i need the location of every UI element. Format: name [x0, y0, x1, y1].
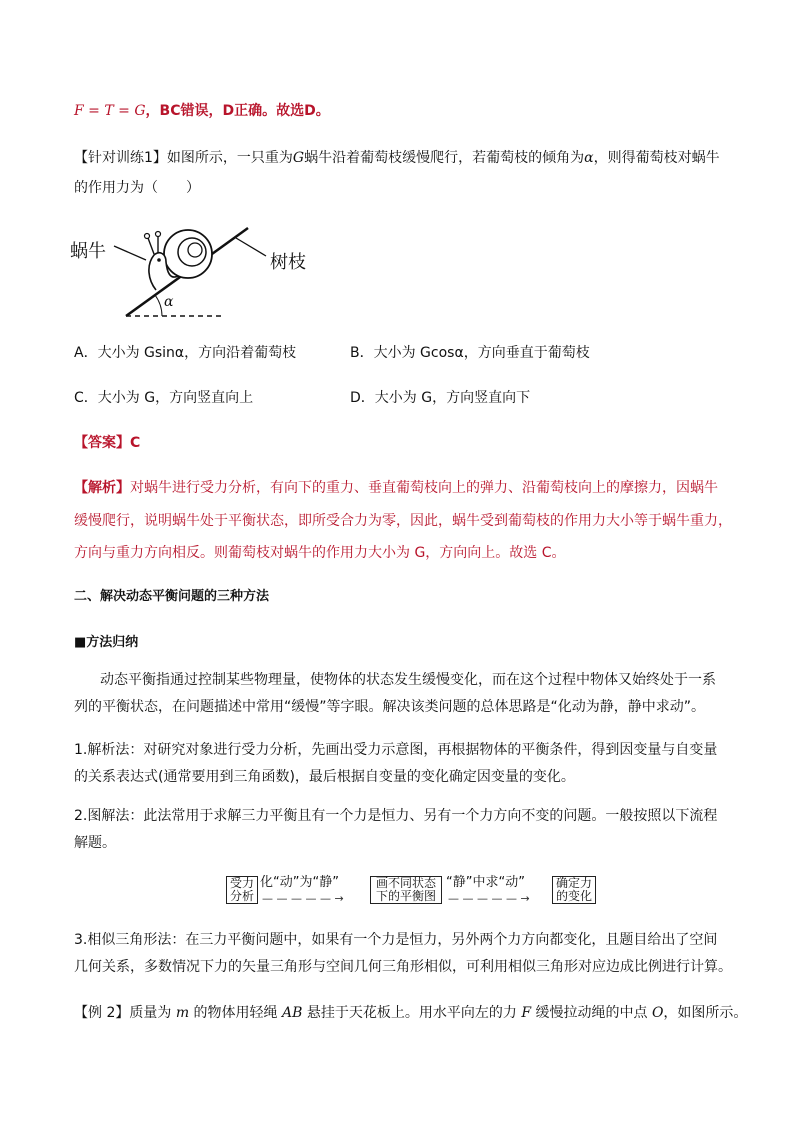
- example-text: ，如图所示。: [663, 1005, 748, 1021]
- example-label: 【例 2】: [74, 1005, 130, 1021]
- answer-label: 【答案】: [74, 435, 130, 451]
- var-alpha: α: [584, 150, 594, 166]
- var-ab: AB: [282, 1005, 303, 1021]
- example-text: 的物体用轻绳: [189, 1005, 282, 1021]
- flow-box-text: 下的平衡图: [375, 889, 436, 903]
- example-text: 质量为: [129, 1005, 176, 1021]
- drill-text: ，则得葡萄枝对蜗牛: [593, 150, 720, 166]
- var-m: m: [175, 1005, 190, 1021]
- analysis-line3: 方向与重力方向相反。则葡萄枝对蜗牛的作用力大小为 G，方向向上。故选 C。: [74, 545, 566, 561]
- answer-line: [74, 433, 140, 453]
- flow-box-determine: [552, 876, 596, 904]
- flow-box-text: 的变化: [555, 889, 592, 903]
- var-t: T: [104, 103, 114, 119]
- option-a: A．大小为 Gsinα，方向沿着葡萄枝: [74, 345, 297, 361]
- snail-figure: [70, 210, 330, 325]
- flow-box-text: 确定力: [555, 876, 592, 890]
- angle-label: α: [164, 294, 174, 310]
- branch-label: 树枝: [270, 252, 306, 273]
- snail-label: 蜗牛: [70, 241, 106, 262]
- drill-text: 蜗牛沿着葡萄枝缓慢爬行，若葡萄枝的倾角为: [304, 150, 585, 166]
- eq-sign: =: [113, 103, 135, 119]
- method2-line1: 2.图解法：此法常用于求解三力平衡且有一个力是恒力、另有一个力方向不变的问题。一般按照以下流程: [74, 808, 718, 824]
- example2-line: [74, 1003, 747, 1023]
- var-g: G: [134, 103, 146, 119]
- var-g: G: [292, 150, 305, 166]
- flow-arrow-icon: — — — — — →: [448, 892, 530, 905]
- method1-line2: 的关系表达式(通常要用到三角函数)，最后根据自变量的变化确定因变量的变化。: [74, 769, 575, 785]
- analysis-line2: 缓慢爬行，说明蜗牛处于平衡状态，即所受合力为零，因此，蜗牛受到葡萄枝的作用力大小等于蜗牛重力，: [74, 513, 732, 529]
- var-o: O: [651, 1005, 664, 1021]
- var-f: F: [74, 103, 84, 119]
- example-text: 缓慢拉动绳的中点: [531, 1005, 652, 1021]
- flow-box-text: 画不同状态: [375, 876, 436, 890]
- analysis-text: 对蜗牛进行受力分析，有向下的重力、垂直葡萄枝向上的弹力、沿葡萄枝向上的摩擦力，因蜗牛: [130, 480, 718, 496]
- option-d: D．大小为 G，方向竖直向下: [350, 390, 531, 406]
- flow-text-1: 化“动”为“静”: [260, 875, 339, 890]
- drill-text: 如图所示，一只重为: [166, 150, 293, 166]
- method3-line2: 几何关系，多数情况下力的矢量三角形与空间几何三角形相似，可利用相似三角形对应边成比例进行计算。: [74, 959, 732, 975]
- var-f: F: [521, 1005, 532, 1021]
- method3-line1: 3.相似三角形法：在三力平衡问题中，如果有一个力是恒力，另外两个力方向都变化，且题目给出了空间: [74, 932, 718, 948]
- drill-label: 【针对训练1】: [74, 150, 167, 166]
- flow-box-text: 受力: [229, 876, 254, 890]
- flow-arrow-icon: — — — — — →: [262, 892, 344, 905]
- method-title: ■方法归纳: [74, 635, 139, 650]
- flow-box-text: 分析: [229, 889, 254, 903]
- angle-arc: [155, 295, 162, 316]
- drill-question-line1: [74, 148, 720, 168]
- analysis-line1: [74, 478, 718, 498]
- flow-box-draw: [370, 876, 442, 904]
- analysis-label: 【解析】: [74, 480, 130, 496]
- flow-text-2: “静”中求“动”: [446, 875, 525, 890]
- example-text: 悬挂于天花板上。用水平向左的力: [302, 1005, 522, 1021]
- method-p1b: 列的平衡状态，在问题描述中常用“缓慢”等字眼。解决该类问题的总体思路是“化动为静，静中求动”。: [74, 699, 706, 715]
- method2-line2: 解题。: [74, 835, 116, 851]
- section-title: 二、解决动态平衡问题的三种方法: [74, 589, 270, 604]
- flow-box-force-analysis: [226, 876, 258, 904]
- method-p1a: 动态平衡指通过控制某些物理量，使物体的状态发生缓慢变化，而在这个过程中物体又始终处于一系: [100, 672, 716, 688]
- prev-answer-text: ，BC错误，D正确。故选D。: [145, 103, 330, 119]
- drill-question-line2: 的作用力为（ ）: [74, 180, 200, 196]
- method1-line1: 1.解析法：对研究对象进行受力分析，先画出受力示意图，再根据物体的平衡条件，得到因变量与自变量: [74, 742, 718, 758]
- eq-sign: =: [83, 103, 105, 119]
- answer-value: C: [130, 435, 141, 451]
- flow-diagram: [226, 876, 606, 906]
- option-b: B．大小为 Gcosα，方向垂直于葡萄枝: [350, 345, 590, 361]
- option-c: C．大小为 G，方向竖直向上: [74, 390, 254, 406]
- prev-answer-line: [74, 101, 330, 121]
